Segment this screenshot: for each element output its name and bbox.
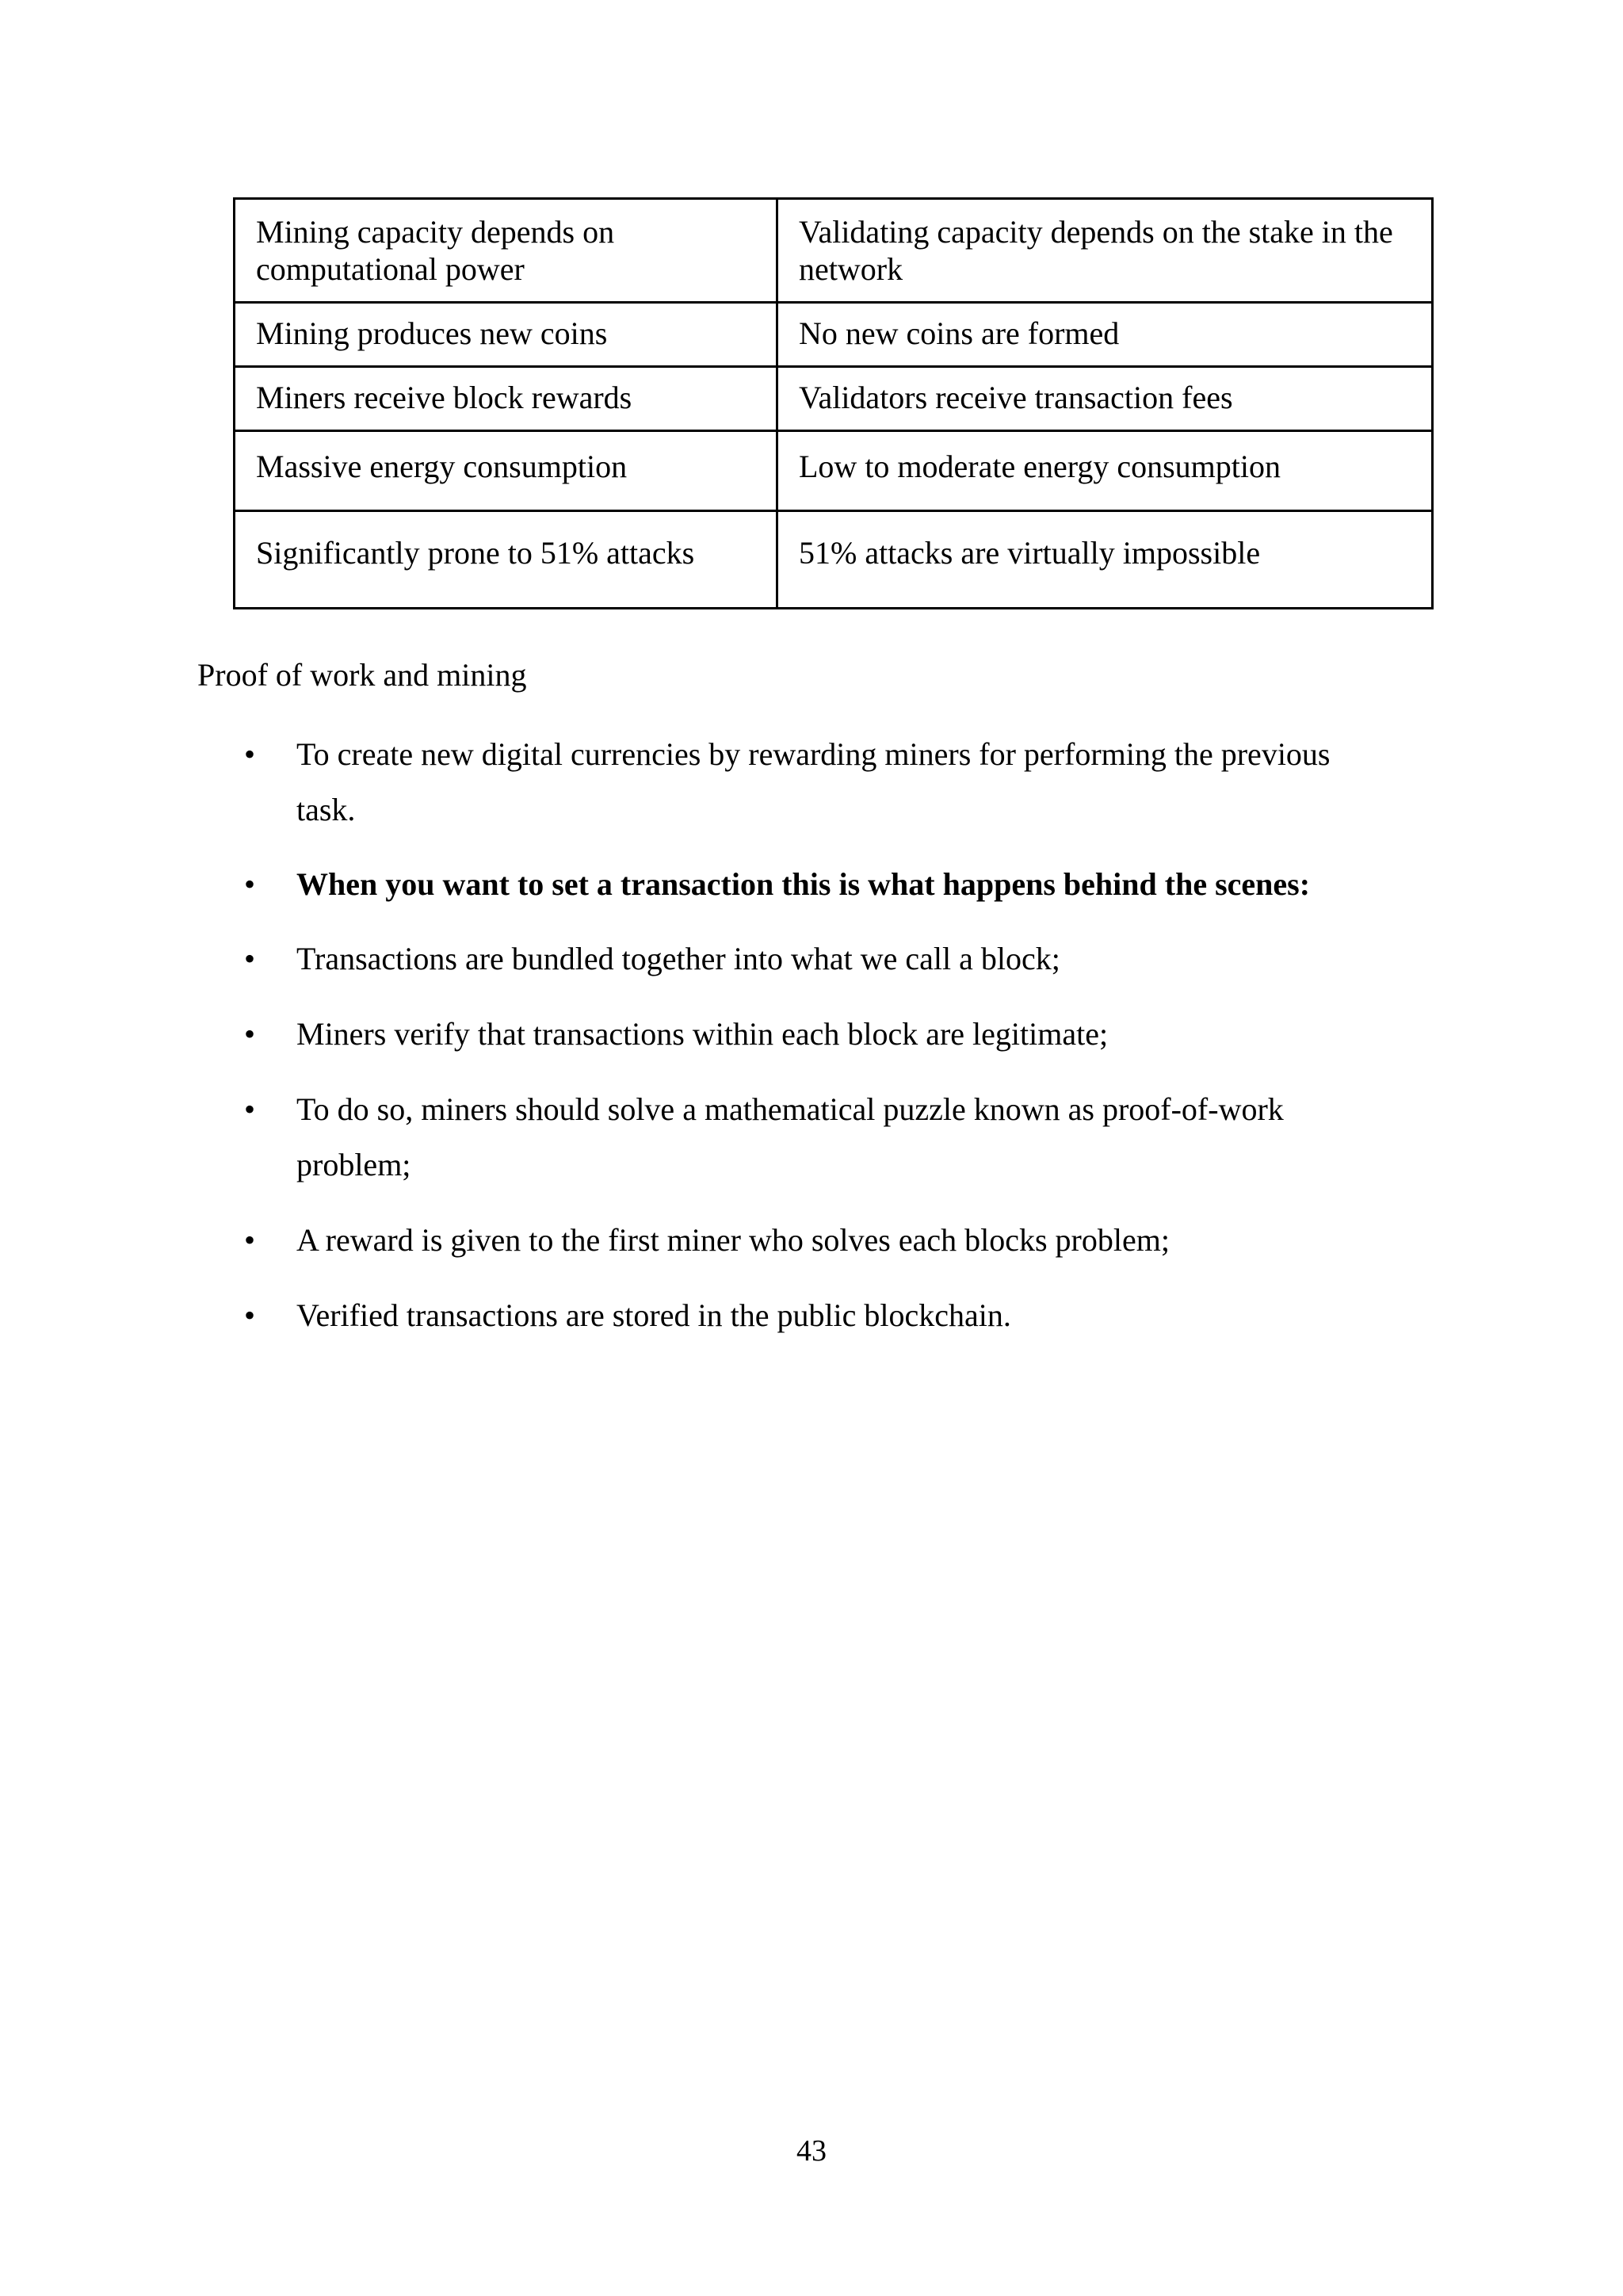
table-cell-pos: 51% attacks are virtually impossible — [777, 511, 1433, 609]
bullet-icon: • — [244, 866, 256, 902]
bullet-icon: • — [244, 1091, 256, 1127]
list-item-text: A reward is given to the first miner who solves each blocks problem; — [296, 1222, 1170, 1258]
table-row — [235, 367, 1433, 431]
bullet-icon: • — [244, 1222, 256, 1258]
list-item-text: Transactions are bundled together into what we call a block; — [296, 941, 1060, 976]
list-item-text: When you want to set a transaction this is what happens behind the scenes: — [296, 866, 1311, 902]
table-row — [235, 511, 1433, 609]
bullet-icon: • — [244, 1297, 256, 1333]
table-row — [235, 199, 1433, 303]
bullet-icon: • — [244, 941, 256, 976]
table-cell-pow: Mining produces new coins — [235, 303, 777, 367]
table-cell-pos: Validating capacity depends on the stake in the network — [777, 199, 1433, 303]
table-cell-pow: Significantly prone to 51% attacks — [235, 511, 777, 609]
bullet-icon: • — [244, 736, 256, 772]
table-cell-pow: Massive energy consumption — [235, 431, 777, 511]
table-cell-pow: Miners receive block rewards — [235, 367, 777, 431]
bullet-icon: • — [244, 1016, 256, 1052]
section-heading: Proof of work and mining — [197, 657, 527, 693]
table-row — [235, 303, 1433, 367]
list-item-text: Miners verify that transactions within each block are legitimate; — [296, 1016, 1109, 1052]
table-cell-pow: Mining capacity depends on computational power — [235, 199, 777, 303]
list-item-text: To do so, miners should solve a mathematical puzzle known as proof-of-work problem; — [296, 1091, 1284, 1182]
list-item-text: Verified transactions are stored in the public blockchain. — [296, 1297, 1011, 1333]
pow-vs-pos-comparison-table — [233, 197, 1434, 609]
table-cell-pos: Validators receive transaction fees — [777, 367, 1433, 431]
list-item-text: To create new digital currencies by rewarding miners for performing the previous task. — [296, 736, 1331, 827]
page-number: 43 — [796, 2134, 827, 2168]
table-cell-pos: Low to moderate energy consumption — [777, 431, 1433, 511]
table-row — [235, 431, 1433, 511]
table-cell-pos: No new coins are formed — [777, 303, 1433, 367]
